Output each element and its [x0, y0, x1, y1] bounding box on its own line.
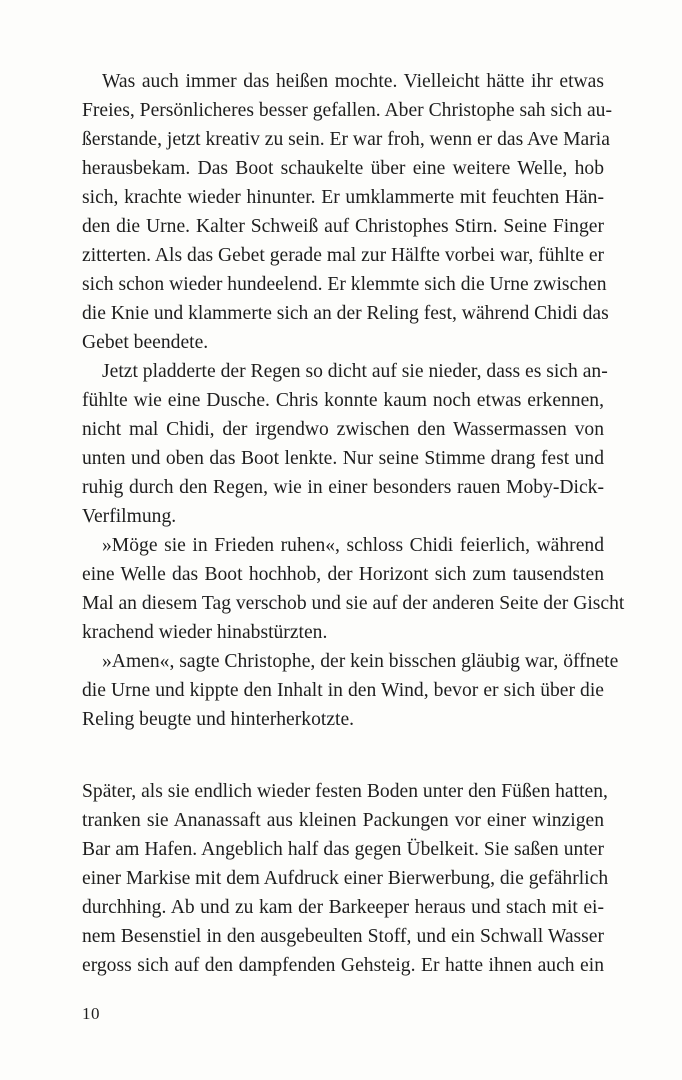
- paragraph: [82, 67, 612, 357]
- page-number: 10: [82, 1004, 100, 1023]
- text-line: Reling beugte und hinterherkotzte.: [82, 709, 355, 730]
- text-line: eine Welle das Boot hochhob, der Horizont sich zum tausendsten: [82, 564, 604, 585]
- text-line: einer Markise mit dem Aufdruck einer Bierwerbung, die gefährlich: [82, 868, 609, 889]
- text-line: ergoss sich auf den dampfenden Gehsteig. Er hatte ihnen auch ein: [82, 955, 604, 976]
- body-text: [82, 67, 625, 980]
- text-line: durchhing. Ab und zu kam der Barkeeper heraus und stach mit ei-: [82, 897, 604, 918]
- text-line: Verfilmung.: [82, 506, 177, 527]
- section-break: [82, 734, 604, 777]
- text-line: ßerstande, jetzt kreativ zu sein. Er war froh, wenn er das Ave Maria: [82, 129, 610, 150]
- text-line: sich, krachte wieder hinunter. Er umklammerte mit feuchten Hän-: [82, 187, 604, 208]
- text-line: fühlte wie eine Dusche. Chris konnte kaum noch etwas erkennen,: [82, 390, 604, 411]
- text-line: Später, als sie endlich wieder festen Boden unter den Füßen hatten,: [82, 781, 608, 802]
- text-line: Mal an diesem Tag verschob und sie auf der anderen Seite der Gischt: [82, 593, 625, 614]
- text-line: die Urne und kippte den Inhalt in den Wind, bevor er sich über die: [82, 680, 604, 701]
- text-line: Was auch immer das heißen mochte. Vielleicht hätte ihr etwas: [102, 71, 604, 92]
- text-line: zitterten. Als das Gebet gerade mal zur Hälfte vorbei war, fühlte er: [82, 245, 605, 266]
- text-line: »Amen«, sagte Christophe, der kein bisschen gläubig war, öffnete: [102, 651, 619, 672]
- paragraph: [82, 357, 608, 531]
- text-line: unten und oben das Boot lenkte. Nur seine Stimme drang fest und: [82, 448, 604, 469]
- paragraph: [82, 647, 619, 734]
- text-line: Gebet beendete.: [82, 332, 209, 353]
- text-line: krachend wieder hinabstürzten.: [82, 622, 328, 643]
- text-line: Jetzt pladderte der Regen so dicht auf sie nieder, dass es sich an-: [102, 361, 608, 382]
- text-line: ruhig durch den Regen, wie in einer besonders rauen Moby-Dick-: [82, 477, 604, 498]
- text-line: »Möge sie in Frieden ruhen«, schloss Chidi feierlich, während: [102, 535, 604, 556]
- text-line: den die Urne. Kalter Schweiß auf Christophes Stirn. Seine Finger: [82, 216, 604, 237]
- text-line: nicht mal Chidi, der irgendwo zwischen den Wassermassen von: [82, 419, 604, 440]
- text-line: Bar am Hafen. Angeblich half das gegen Übelkeit. Sie saßen unter: [82, 839, 604, 860]
- text-line: herausbekam. Das Boot schaukelte über eine weitere Welle, hob: [82, 158, 604, 179]
- text-line: nem Besenstiel in den ausgebeulten Stoff, und ein Schwall Wasser: [82, 926, 604, 947]
- paragraph: [82, 531, 625, 647]
- text-line: tranken sie Ananassaft aus kleinen Packungen vor einer winzigen: [82, 810, 604, 831]
- paragraph: [82, 777, 609, 980]
- text-line: sich schon wieder hundeelend. Er klemmte sich die Urne zwischen: [82, 274, 607, 295]
- text-line: Freies, Persönlicheres besser gefallen. Aber Christophe sah sich au-: [82, 100, 612, 121]
- text-line: die Knie und klammerte sich an der Reling fest, während Chidi das: [82, 303, 609, 324]
